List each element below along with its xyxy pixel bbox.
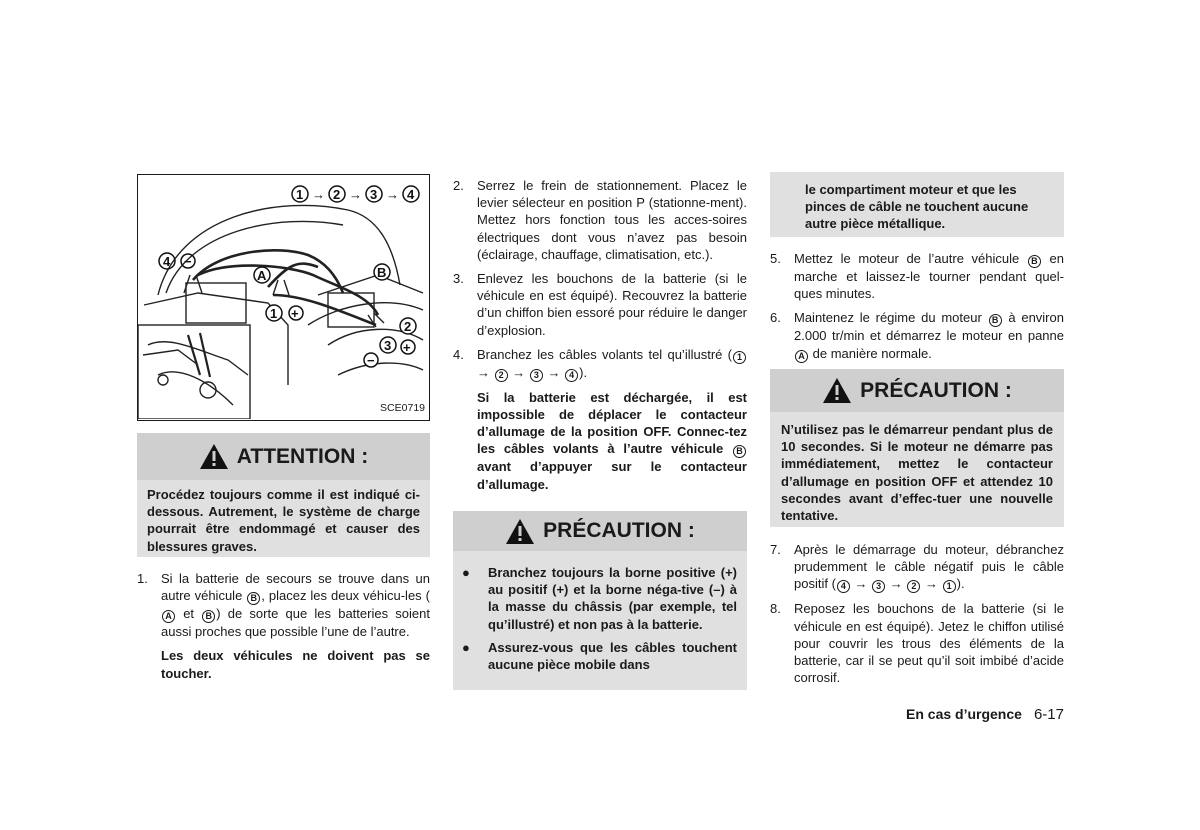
circled-1-icon: 1 bbox=[943, 580, 956, 593]
circled-1-icon: 1 bbox=[733, 351, 746, 364]
caution-2-header bbox=[770, 369, 1064, 412]
step-5 bbox=[770, 250, 1064, 302]
page-footer bbox=[906, 706, 1064, 723]
step-6-text: de manière normale. bbox=[812, 345, 932, 361]
step-1-note bbox=[137, 647, 430, 681]
attention-title: ATTENTION : bbox=[236, 444, 369, 468]
step-1-text: ) de sorte que les batteries soient aussi proches que possible l’une de l’autre. bbox=[161, 606, 430, 640]
caution-2-title: PRÉCAUTION : bbox=[860, 378, 1012, 402]
svg-text:+: + bbox=[291, 306, 299, 321]
jump-start-illustration bbox=[137, 174, 430, 421]
attention-body bbox=[137, 480, 430, 557]
svg-text:1: 1 bbox=[270, 306, 278, 321]
step-number: 6. bbox=[770, 310, 781, 326]
attention-header bbox=[137, 433, 430, 480]
svg-text:2: 2 bbox=[333, 187, 341, 202]
svg-text:2: 2 bbox=[404, 319, 412, 334]
step-8 bbox=[770, 600, 1064, 686]
step-4 bbox=[453, 346, 747, 382]
step-4-note-text: avant d’appuyer sur le contacteur d’allumage. bbox=[477, 459, 747, 492]
svg-text:→: → bbox=[349, 187, 362, 202]
caution-2-body bbox=[770, 412, 1064, 527]
caution-1-continued-text: le compartiment moteur et que les pinces de câble ne touchent aucune autre pièce métallique. bbox=[805, 182, 1029, 232]
svg-text:4: 4 bbox=[163, 254, 171, 269]
caution-2-text: N’utilisez pas le démarreur pendant plus de 10 secondes. Si le moteur ne démarre pas immédiatement, mettez le contacteur d’allumage en position OFF et attendez 10 secondes avant d’effec-tuer une nouvelle tentative. bbox=[781, 422, 1053, 524]
caution-1-body bbox=[453, 551, 747, 690]
warning-triangle-icon bbox=[505, 518, 535, 545]
svg-text:−: − bbox=[367, 353, 375, 368]
column-3-steps-top bbox=[770, 250, 1064, 363]
step-4-note-text: Si la batterie est déchargée, il est impossible de déplacer le contacteur d’allumage de la position OFF. Connec-tez les câbles volants à l’autre véhicule bbox=[477, 389, 747, 457]
step-6 bbox=[770, 309, 1064, 362]
svg-text:+: + bbox=[403, 340, 411, 355]
circled-3-icon: 3 bbox=[530, 369, 543, 382]
circled-2-icon: 2 bbox=[495, 369, 508, 382]
step-1 bbox=[137, 570, 430, 640]
step-number: 2. bbox=[453, 178, 464, 193]
circled-2-icon: 2 bbox=[907, 580, 920, 593]
svg-text:1: 1 bbox=[296, 187, 304, 202]
step-number: 1. bbox=[137, 571, 148, 586]
arrow-icon: → bbox=[854, 576, 868, 592]
step-7 bbox=[770, 541, 1064, 593]
arrow-icon: → bbox=[889, 576, 903, 592]
step-5-text: en marche et laissez-le tourner pendant quel-ques minutes. bbox=[794, 251, 1064, 302]
step-3 bbox=[453, 270, 747, 339]
caution-1-bullet-text: Branchez toujours la borne positive (+) au positif (+) et la borne néga-tive (–) à la masse du châssis (par exemple, tel qu’illustré) et non pas à la batterie. bbox=[488, 565, 737, 632]
caution-1-bullet-text: Assurez-vous que les câbles touchent aucune pièce mobile dans bbox=[488, 639, 737, 673]
figure-code: SCE0719 bbox=[380, 402, 425, 414]
svg-text:→: → bbox=[312, 187, 325, 202]
step-number: 4. bbox=[453, 346, 464, 362]
step-4-text: ). bbox=[579, 364, 588, 380]
svg-text:→: → bbox=[386, 187, 399, 202]
svg-text:3: 3 bbox=[384, 338, 392, 353]
step-7-text: Après le démarrage du moteur, débranchez prudemment le câble négatif puis le câble positif ( bbox=[794, 542, 1064, 592]
circled-a-icon: A bbox=[162, 610, 175, 623]
caution-1-bullet bbox=[453, 564, 737, 633]
step-number: 8. bbox=[770, 601, 781, 617]
circled-b-icon: B bbox=[247, 592, 260, 605]
svg-text:B: B bbox=[377, 265, 387, 280]
column-2-steps bbox=[453, 177, 747, 493]
caution-1-bullet bbox=[453, 639, 737, 673]
caution-1-continued bbox=[770, 172, 1064, 237]
arrow-icon: → bbox=[547, 364, 561, 380]
arrow-icon: → bbox=[512, 364, 526, 380]
step-1-text: et bbox=[183, 606, 195, 622]
svg-text:3: 3 bbox=[370, 187, 378, 202]
step-number: 5. bbox=[770, 251, 781, 266]
attention-text: Procédez toujours comme il est indiqué ci-dessous. Autrement, le système de charge pourrait être endommagé et causer des blessures graves. bbox=[147, 487, 420, 554]
step-1-note-text: Les deux véhicules ne doivent pas se toucher. bbox=[161, 648, 430, 681]
circled-a-icon: A bbox=[795, 350, 808, 363]
caution-1-header bbox=[453, 511, 747, 551]
step-1-text: , placez les deux véhicu-les ( bbox=[261, 588, 430, 604]
column-3-steps-bottom bbox=[770, 541, 1064, 686]
circled-b-icon: B bbox=[989, 314, 1002, 327]
arrow-icon: → bbox=[477, 364, 490, 380]
arrow-icon: → bbox=[925, 576, 939, 592]
circled-3-icon: 3 bbox=[872, 580, 885, 593]
step-8-text: Reposez les bouchons de la batterie (si le véhicule en est équipé). Jetez le chiffon utilisé pour couvrir les trous des éléments de la batterie, car il se peut qu’il soit imbibé d’acide corrosif. bbox=[794, 601, 1064, 686]
circled-b-icon: B bbox=[202, 610, 215, 623]
step-7-text: ). bbox=[956, 576, 965, 592]
step-3-text: Enlevez les bouchons de la batterie (si le véhicule en est équipé). Recouvrez la batterie d’un chiffon bien essoré pour réduire le danger d’explosion. bbox=[477, 271, 747, 338]
step-2 bbox=[453, 177, 747, 263]
step-6-text: Maintenez le régime du moteur bbox=[794, 310, 982, 326]
section-name: En cas d’urgence bbox=[906, 706, 1022, 722]
step-5-text: Mettez le moteur de l’autre véhicule bbox=[794, 251, 1020, 266]
warning-triangle-icon bbox=[199, 443, 229, 470]
step-2-text: Serrez le frein de stationnement. Placez le levier sélecteur en position P (stationne-ment). Mettez hors fonction tous les acces-soires électriques dont vous n’avez pas besoin (éclairage, chauffage, climatisation, etc.). bbox=[477, 178, 747, 262]
step-4-note bbox=[453, 389, 747, 493]
circled-4-icon: 4 bbox=[837, 580, 850, 593]
circled-4-icon: 4 bbox=[565, 369, 578, 382]
circled-b-icon: B bbox=[733, 445, 746, 458]
jump-start-diagram bbox=[138, 175, 428, 419]
step-6-text: à environ 2.000 tr/min et démarrez le moteur en panne bbox=[794, 310, 1064, 344]
bullet-icon: ● bbox=[462, 639, 470, 655]
step-4-text: Branchez les câbles volants tel qu’illustré ( bbox=[477, 346, 732, 362]
step-number: 3. bbox=[453, 271, 464, 287]
svg-text:−: − bbox=[184, 254, 192, 269]
circled-b-icon: B bbox=[1028, 255, 1041, 268]
column-1-steps bbox=[137, 570, 430, 682]
warning-triangle-icon bbox=[822, 377, 852, 404]
bullet-icon: ● bbox=[462, 565, 470, 580]
svg-text:A: A bbox=[257, 268, 267, 283]
page-number: 6-17 bbox=[1033, 706, 1064, 723]
step-number: 7. bbox=[770, 542, 781, 557]
step-1-text: Si la batterie de secours se trouve dans un autre véhicule bbox=[161, 571, 430, 604]
caution-1-title: PRÉCAUTION : bbox=[543, 519, 695, 542]
svg-text:4: 4 bbox=[407, 187, 415, 202]
